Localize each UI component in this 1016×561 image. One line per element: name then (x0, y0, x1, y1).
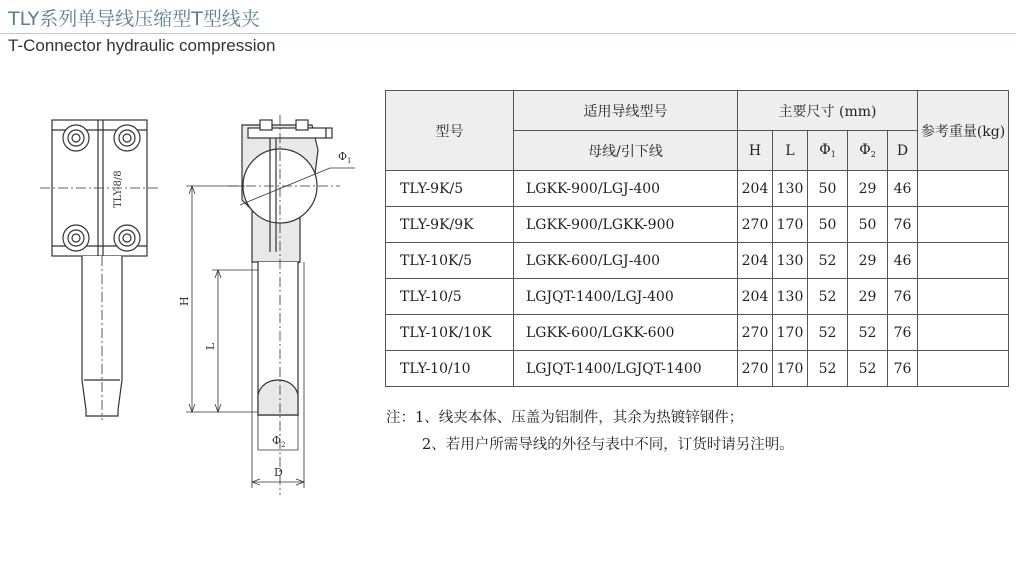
cell-conductor: LGKK-900/LGJ-400 (514, 171, 738, 207)
cell-weight (918, 243, 1009, 279)
dim-phi1-label: Φ (338, 150, 348, 163)
cell-weight (918, 171, 1009, 207)
cell-phi1: 52 (808, 315, 848, 351)
cell-phi2: 29 (848, 279, 888, 315)
dim-phi1-sub: 1 (347, 157, 352, 165)
header-phi1-symbol: Φ (819, 142, 831, 158)
cell-phi2: 29 (848, 243, 888, 279)
header-phi2-symbol: Φ (859, 142, 871, 158)
dim-d-label: D (274, 466, 283, 479)
technical-drawing (0, 0, 380, 561)
cell-conductor: LGJQT-1400/LGJ-400 (514, 279, 738, 315)
header-dims: 主要尺寸 (mm) (738, 91, 918, 131)
table-row (386, 243, 1009, 279)
cell-l: 170 (773, 315, 808, 351)
cell-conductor: LGKK-600/LGKK-600 (514, 315, 738, 351)
cell-model: TLY-10K/5 (386, 243, 514, 279)
header-phi1 (808, 131, 848, 171)
cell-weight (918, 207, 1009, 243)
cell-h: 270 (738, 315, 773, 351)
cell-h: 270 (738, 207, 773, 243)
cell-phi2: 52 (848, 315, 888, 351)
cell-phi1: 52 (808, 243, 848, 279)
header-weight: 参考重量(kg) (918, 91, 1009, 171)
header-model: 型号 (386, 91, 514, 171)
cell-d: 76 (888, 351, 918, 387)
cell-d: 76 (888, 279, 918, 315)
cell-h: 204 (738, 243, 773, 279)
header-phi2 (848, 131, 888, 171)
cell-model: TLY-9K/9K (386, 207, 514, 243)
cell-h: 204 (738, 279, 773, 315)
header-conductor-sub: 母线/引下线 (514, 131, 738, 171)
page-title: TLY系列单导线压缩型T型线夹 (8, 8, 260, 30)
note-line-2: 2、若用户所需导线的外径与表中不同，订货时请另注明。 (422, 437, 794, 453)
front-view (40, 120, 160, 420)
cell-phi1: 52 (808, 279, 848, 315)
cell-l: 130 (773, 171, 808, 207)
header-phi1-subscript: 1 (830, 150, 836, 159)
notes (386, 405, 794, 459)
cell-phi2: 29 (848, 171, 888, 207)
side-view (228, 115, 340, 495)
table-row (386, 315, 1009, 351)
table-row (386, 207, 1009, 243)
cell-weight (918, 279, 1009, 315)
cell-phi1: 50 (808, 207, 848, 243)
header-conductor: 适用导线型号 (514, 91, 738, 131)
cell-model: TLY-10/10 (386, 351, 514, 387)
cell-weight (918, 351, 1009, 387)
dim-phi2-label: Φ (272, 434, 282, 447)
cell-conductor: LGJQT-1400/LGJQT-1400 (514, 351, 738, 387)
cell-model: TLY-10/5 (386, 279, 514, 315)
cell-h: 270 (738, 351, 773, 387)
cell-l: 130 (773, 279, 808, 315)
cell-l: 170 (773, 351, 808, 387)
table-row (386, 171, 1009, 207)
table-row (386, 279, 1009, 315)
cell-conductor: LGKK-900/LGKK-900 (514, 207, 738, 243)
page-subtitle: T-Connector hydraulic compression (8, 36, 276, 55)
table-row (386, 351, 1009, 387)
cell-model: TLY-9K/5 (386, 171, 514, 207)
header-phi2-subscript: 2 (870, 150, 876, 159)
side-model-label: TLY-8/8 (113, 170, 124, 208)
cell-conductor: LGKK-600/LGJ-400 (514, 243, 738, 279)
cell-phi1: 50 (808, 171, 848, 207)
cell-d: 46 (888, 243, 918, 279)
cell-phi1: 52 (808, 351, 848, 387)
dim-l-label: L (204, 342, 217, 350)
cell-d: 46 (888, 171, 918, 207)
cell-d: 76 (888, 315, 918, 351)
dim-h-label: H (178, 296, 191, 306)
cell-phi2: 52 (848, 351, 888, 387)
dim-phi2-sub: 2 (281, 441, 286, 449)
cell-weight (918, 315, 1009, 351)
header-l: L (773, 131, 808, 171)
cell-l: 170 (773, 207, 808, 243)
cell-model: TLY-10K/10K (386, 315, 514, 351)
header-h: H (738, 131, 773, 171)
header-d: D (888, 131, 918, 171)
cell-phi2: 50 (848, 207, 888, 243)
cell-h: 204 (738, 171, 773, 207)
note-line-1: 注：1、线夹本体、压盖为铝制件，其余为热镀锌钢件； (386, 410, 744, 426)
cell-l: 130 (773, 243, 808, 279)
cell-d: 76 (888, 207, 918, 243)
spec-table (385, 90, 1009, 387)
